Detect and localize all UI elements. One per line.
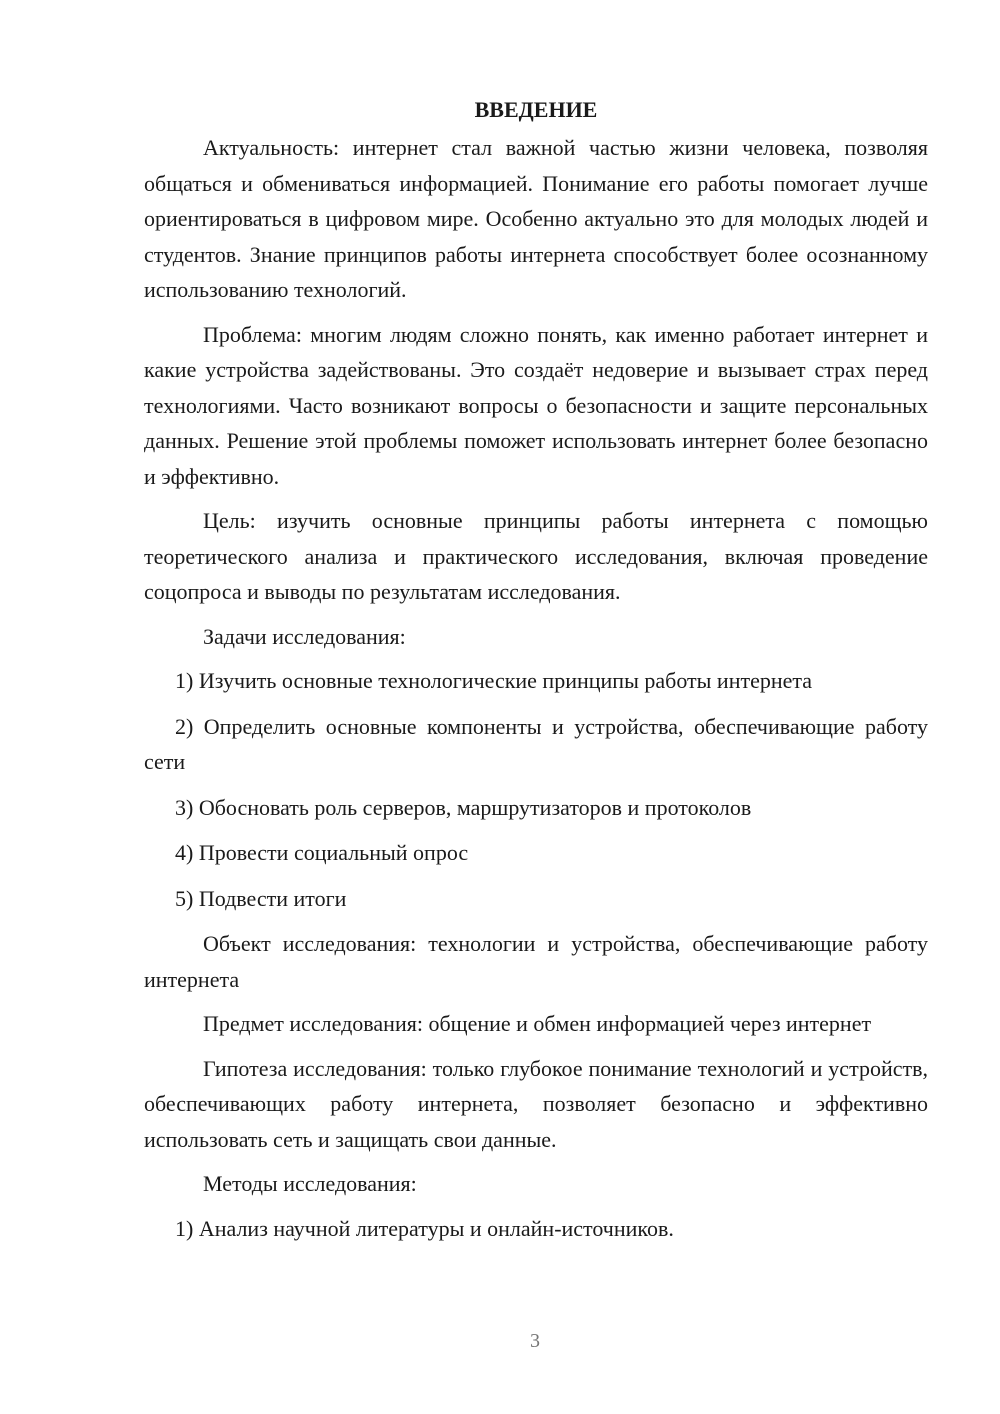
section-heading: ВВЕДЕНИЕ [474,97,598,122]
task-item: 4) Провести социальный опрос [175,840,469,865]
paragraph-relevance: Актуальность: интернет стал важной частью жизни человека, позволяя общаться и обмениваться информацией. Понимание его работы помогает лучше ориентироваться в цифровом мире. Особенно актуально это для молодых людей и студентов. Знание принципов работы интернета способствует более осознанному использованию технологий. [144,135,928,302]
paragraph-hypothesis: Гипотеза исследования: только глубокое понимание технологий и устройств, обеспечивающих работу интернета, позволяет безопасно и эффективно использовать сеть и защищать свои данные. [144,1055,928,1152]
paragraph-subject: Предмет исследования: общение и обмен информацией через интернет [203,1011,872,1036]
methods-heading: Методы исследования: [203,1171,417,1196]
document-page [144,90,928,1256]
paragraph-object: Объект исследования: технологии и устройства, обеспечивающие работу интернета [144,931,928,992]
page-number: 3 [530,1330,540,1352]
tasks-heading: Задачи исследования: [203,623,406,649]
task-item: 1) Изучить основные технологические принципы работы интернета [175,668,813,693]
paragraph-problem: Проблема: многим людям сложно понять, как именно работает интернет и какие устройства задействованы. Это создаёт недоверие и вызывает страх перед технологиями. Часто возникают вопросы о безопасности и защите персональных данных. Решение этой проблемы поможет использовать интернет более безопасно и эффективно. [144,321,928,489]
task-item: 2) Определить основные компоненты и устройства, обеспечивающие работу сети [144,713,928,774]
task-item: 5) Подвести итоги [175,885,347,911]
paragraph-goal: Цель: изучить основные принципы работы интернета с помощью теоретического анализа и практического исследования, включая проведение соцопроса и выводы по результатам исследования. [144,508,928,604]
task-item: 3) Обосновать роль серверов, маршрутизаторов и протоколов [175,794,752,820]
method-item: 1) Анализ научной литературы и онлайн-источников. [175,1215,674,1241]
